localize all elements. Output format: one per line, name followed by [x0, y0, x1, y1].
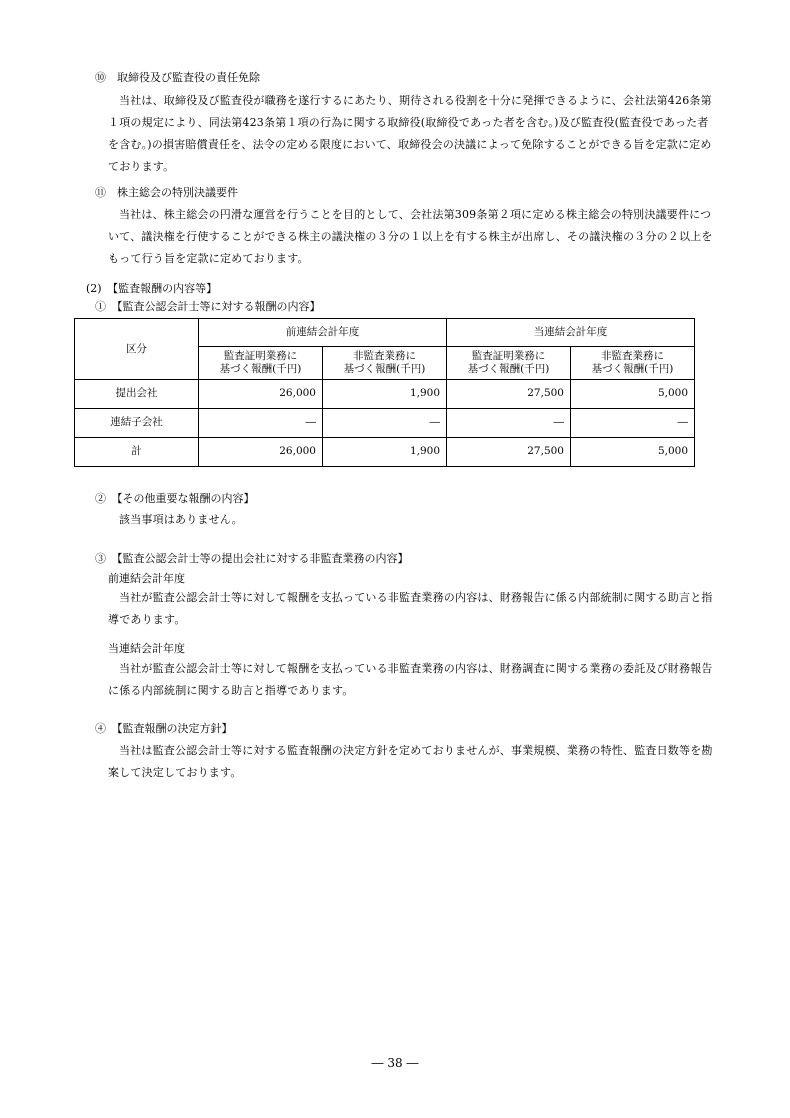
table-cell: 1,900 [323, 438, 447, 467]
row-label-subsidiaries: 連結子会社 [75, 409, 199, 438]
table-cell: 27,500 [447, 380, 571, 409]
section-10-body: 当社は、取締役及び監査役が職務を遂行するにあたり、期待される役割を十分に発揮できるように、会社法第426条第１項の規定により、同法第423条第１項の行為に関する取締役(取締役であった者を含む。)及び監査役(監査役であった者を含む。)の損害賠償責任を、法令の定める限度において、取締役会の決議によって免除することができる旨を定款に定めております。 [108, 94, 712, 173]
page-number: ― 38 ― [371, 1056, 419, 1070]
subsection-2-body: 該当事項はありません。 [119, 513, 243, 526]
table-cell: ― [199, 409, 323, 438]
col-audit-line1: 監査証明業務に [471, 350, 546, 362]
section-11-heading: ⑪ 株主総会の特別決議要件 [95, 186, 238, 199]
table-cell: ― [323, 409, 447, 438]
curr-year-body: 当社が監査公認会計士等に対して報酬を支払っている非監査業務の内容は、財務調査に関する業務の委託及び財務報告に係る内部統制に関する助言と指導であります。 [108, 662, 713, 697]
subsection-2-heading: ② 【その他重要な報酬の内容】 [95, 492, 255, 505]
col-nonaudit-line1: 非監査業務に [601, 350, 664, 362]
table-cell: 5,000 [571, 438, 695, 467]
row-label-parent: 提出会社 [75, 380, 199, 409]
col-audit-line1: 監査証明業務に [223, 350, 298, 362]
compensation-table-wrap [74, 318, 695, 467]
row-label-total: 計 [75, 438, 199, 467]
table-row [75, 438, 695, 467]
col-nonaudit-line1: 非監査業務に [353, 350, 416, 362]
period-prev-header: 前連結会計年度 [199, 319, 447, 347]
compensation-table [74, 318, 695, 467]
col-nonaudit-line2: 基づく報酬(千円) [343, 363, 426, 375]
col-nonaudit-prev [323, 347, 447, 380]
table-cell: 5,000 [571, 380, 695, 409]
col-nonaudit-curr [571, 347, 695, 380]
curr-year-label: 当連結会計年度 [108, 642, 185, 655]
table-cell: 27,500 [447, 438, 571, 467]
subsection-4-heading: ④ 【監査報酬の決定方針】 [95, 722, 233, 735]
subsection-1-heading: ① 【監査公認会計士等に対する報酬の内容】 [95, 300, 321, 313]
col-audit-prev [199, 347, 323, 380]
table-cell: 26,000 [199, 380, 323, 409]
section-2-heading: (2) 【監査報酬の内容等】 [86, 282, 218, 295]
row-header-cell: 区分 [75, 319, 199, 380]
table-row [75, 409, 695, 438]
table-cell: 26,000 [199, 438, 323, 467]
table-cell: ― [447, 409, 571, 438]
section-10-heading: ⑩ 取締役及び監査役の責任免除 [95, 71, 260, 84]
table-cell: ― [571, 409, 695, 438]
col-audit-line2: 基づく報酬(千円) [219, 363, 302, 375]
prev-year-label: 前連結会計年度 [108, 572, 185, 585]
period-curr-header: 当連結会計年度 [447, 319, 695, 347]
prev-year-body: 当社が監査公認会計士等に対して報酬を支払っている非監査業務の内容は、財務報告に係る内部統制に関する助言と指導であります。 [108, 591, 713, 626]
subsection-4-body: 当社は監査公認会計士等に対する監査報酬の決定方針を定めておりませんが、事業規模、業務の特性、監査日数等を勘案して決定しております。 [108, 744, 713, 779]
table-row [75, 380, 695, 409]
table-cell: 1,900 [323, 380, 447, 409]
col-audit-curr [447, 347, 571, 380]
col-nonaudit-line2: 基づく報酬(千円) [591, 363, 674, 375]
subsection-3-heading: ③ 【監査公認会計士等の提出会社に対する非監査業務の内容】 [95, 552, 409, 565]
section-11-body: 当社は、株主総会の円滑な運営を行うことを目的として、会社法第309条第２項に定める株主総会の特別決議要件について、議決権を行使することができる株主の議決権の３分の１以上を有する株主が出席し、その議決権の３分の２以上をもって行う旨を定款に定めております。 [108, 208, 713, 265]
col-audit-line2: 基づく報酬(千円) [467, 363, 550, 375]
